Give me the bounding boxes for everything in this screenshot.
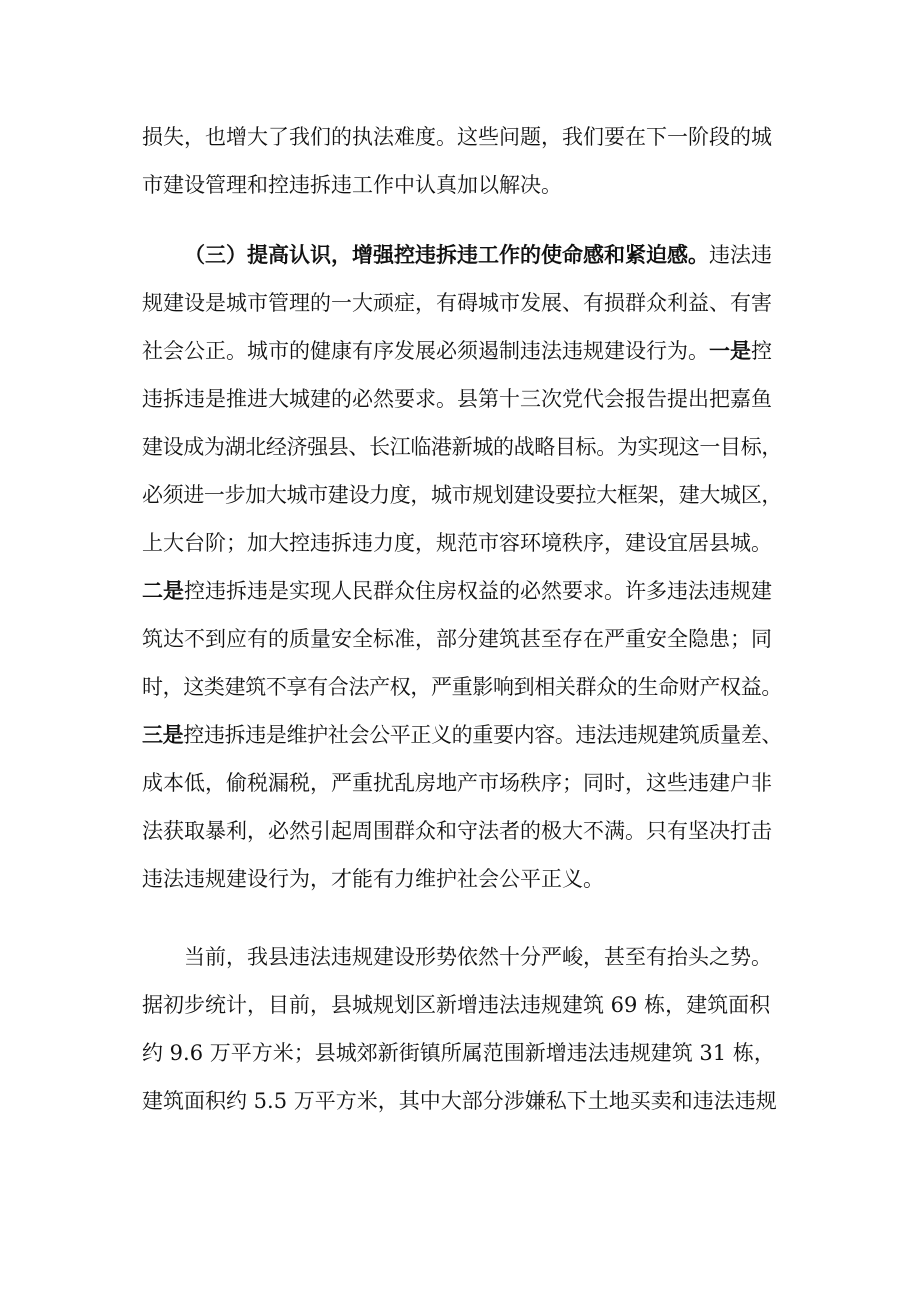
text-line [142, 768, 782, 798]
text-run: 据初步统计，目前，县城规划区新增违法违规建筑 69 栋，建筑面积 [142, 993, 771, 1017]
point-label-two: 二是 [142, 578, 184, 603]
point-label-three: 三是 [142, 722, 184, 747]
text-run: 成本低，偷税漏税，严重扰乱房地产市场秩序；同时，这些违建户非 [142, 771, 772, 795]
text-line [142, 672, 782, 702]
text-line [142, 528, 782, 558]
text-run: 违拆违是推进大城建的必然要求。县第十三次党代会报告提出把嘉鱼 [142, 387, 772, 411]
text-line [184, 942, 782, 972]
text-run: 损失，也增大了我们的执法难度。这些问题，我们要在下一阶段的城 [142, 125, 772, 149]
text-run: 必须进一步加大城市建设力度，城市规划建设要拉大框架，建大城区， [142, 483, 782, 507]
text-run: 社会公正。城市的健康有序发展必须遏制违法违规建设行为。 [142, 339, 709, 363]
text-line [142, 576, 782, 606]
text-line [142, 122, 782, 152]
text-run: 时，这类建筑不享有合法产权，严重影响到相关群众的生命财产权益。 [142, 675, 782, 699]
text-line [142, 720, 782, 750]
text-line [142, 990, 782, 1020]
text-run: 违法违 [709, 243, 772, 267]
text-run: 筑达不到应有的质量安全标准，部分建筑甚至存在严重安全隐患；同 [142, 627, 772, 651]
text-line [142, 480, 782, 510]
text-run: 违法违规建设行为，才能有力维护社会公平正义。 [142, 867, 604, 891]
text-run: 约 9.6 万平方米；县城郊新街镇所属范围新增违法违规建筑 31 栋， [142, 1041, 775, 1065]
text-line [142, 864, 782, 894]
text-run: 控违拆违是实现人民群众住房权益的必然要求。许多违法违规建 [184, 579, 772, 603]
text-line [142, 288, 782, 318]
text-line [142, 624, 782, 654]
text-run: 控违拆违是维护社会公平正义的重要内容。违法违规建筑质量差、 [183, 723, 782, 747]
text-run: 建筑面积约 5.5 万平方米，其中大部分涉嫌私下土地买卖和违法违规 [142, 1089, 777, 1113]
text-line [184, 240, 782, 270]
text-run: 上大台阶；加大控违拆违力度，规范市容环境秩序，建设宜居县城。 [142, 531, 772, 555]
section-heading: （三）提高认识，增强控违拆违工作的使命感和紧迫感。 [184, 242, 709, 267]
text-line [142, 384, 782, 414]
point-label-one: 一是 [709, 338, 751, 363]
text-line [142, 170, 782, 200]
text-line [142, 816, 782, 846]
text-run: 规建设是城市管理的一大顽症，有碍城市发展、有损群众利益、有害 [142, 291, 772, 315]
text-line [142, 1086, 782, 1116]
text-run: 当前，我县违法违规建设形势依然十分严峻，甚至有抬头之势。 [184, 945, 772, 969]
text-run: 建设成为湖北经济强县、长江临港新城的战略目标。为实现这一目标， [142, 435, 782, 459]
text-run: 法获取暴利，必然引起周围群众和守法者的极大不满。只有坚决打击 [142, 819, 772, 843]
text-run: 控 [751, 339, 772, 363]
text-line [142, 336, 782, 366]
text-line [142, 432, 782, 462]
text-run: 市建设管理和控违拆违工作中认真加以解决。 [142, 173, 562, 197]
text-line [142, 1038, 782, 1068]
